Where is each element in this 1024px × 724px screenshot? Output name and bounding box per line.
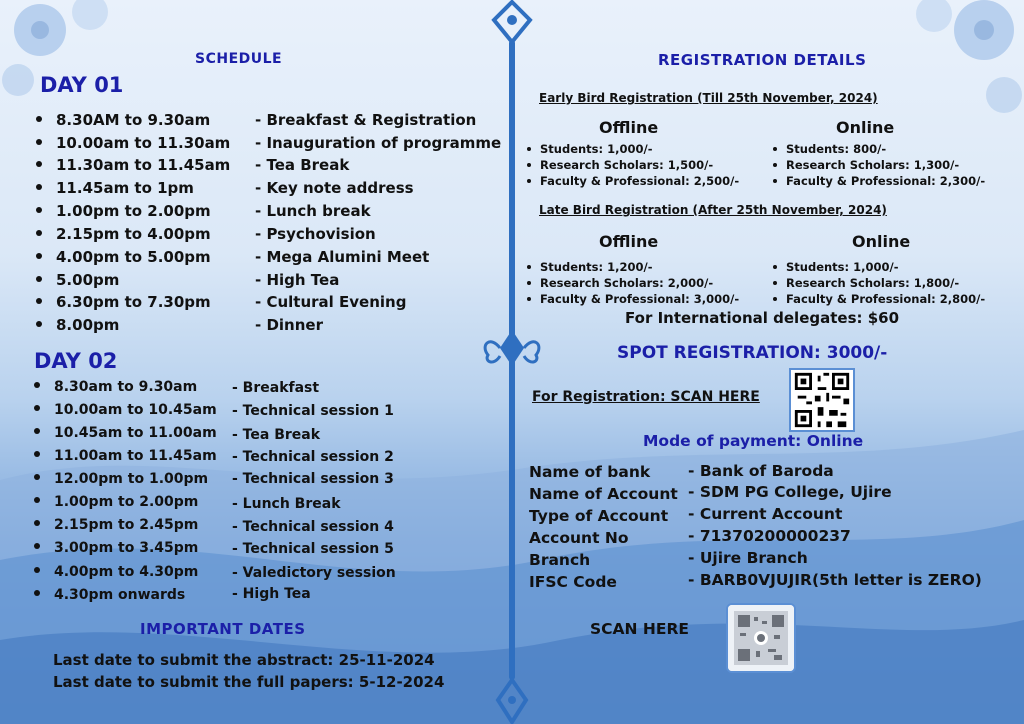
flower-decoration-icon [0, 0, 150, 120]
schedule-time: 4.00pm to 4.30pm [34, 564, 198, 580]
schedule-event: - Dinner [255, 316, 323, 334]
payment-value: - Ujire Branch [688, 549, 808, 567]
schedule-event: - Mega Alumini Meet [255, 248, 430, 266]
schedule-event: - Key note address [255, 179, 414, 197]
fee-item: Research Scholars: 1,800/- [773, 276, 959, 290]
fee-item: Students: 1,000/- [527, 142, 652, 156]
fee-item: Faculty & Professional: 2,300/- [773, 174, 985, 188]
payment-value: - Current Account [688, 505, 843, 523]
schedule-event: - Lunch break [255, 202, 371, 220]
important-date-line: Last date to submit the abstract: 25-11-2024 [53, 651, 435, 669]
payment-label: Branch [529, 551, 591, 569]
late-bird-title: Late Bird Registration (After 25th November, 2024) [539, 203, 887, 217]
schedule-time: 11.45am to 1pm [36, 179, 194, 197]
schedule-event: - Technical session 2 [232, 449, 394, 465]
payment-qr-code-icon[interactable] [726, 603, 796, 673]
schedule-time: 12.00pm to 1.00pm [34, 471, 208, 487]
early-offline-label: Offline [599, 118, 659, 137]
schedule-event: - High Tea [232, 586, 311, 602]
fee-item: Students: 1,000/- [773, 260, 898, 274]
payment-value: - BARB0VJUJIR(5th letter is ZERO) [688, 571, 982, 589]
schedule-time: 1.00pm to 2.00pm [34, 494, 198, 510]
schedule-time: 11.00am to 11.45am [34, 448, 217, 464]
schedule-event: - Lunch Break [232, 496, 341, 512]
schedule-time: 1.00pm to 2.00pm [36, 202, 211, 220]
important-date-line: Last date to submit the full papers: 5-12-2024 [53, 673, 445, 691]
important-dates-heading: IMPORTANT DATES [140, 620, 306, 638]
schedule-time: 5.00pm [36, 271, 119, 289]
schedule-event: - Breakfast & Registration [255, 111, 477, 129]
payment-value: - SDM PG College, Ujire [688, 483, 892, 501]
schedule-time: 8.00pm [36, 316, 119, 334]
schedule-time: 6.30pm to 7.30pm [36, 293, 211, 311]
payment-value: - Bank of Baroda [688, 462, 834, 480]
fee-item: Research Scholars: 1,300/- [773, 158, 959, 172]
schedule-event: - Tea Break [255, 156, 350, 174]
schedule-event: - Valedictory session [232, 565, 396, 581]
schedule-time: 4.30pm onwards [34, 587, 185, 603]
payment-label: Name of bank [529, 463, 651, 481]
fee-item: Faculty & Professional: 3,000/- [527, 292, 739, 306]
schedule-event: - Cultural Evening [255, 293, 407, 311]
payment-label: IFSC Code [529, 573, 617, 591]
payment-mode-heading: Mode of payment: Online [643, 432, 864, 450]
payment-label: Account No [529, 529, 629, 547]
early-online-label: Online [836, 118, 895, 137]
fee-item: Faculty & Professional: 2,500/- [527, 174, 739, 188]
schedule-time: 3.00pm to 3.45pm [34, 540, 198, 556]
schedule-time: 10.45am to 11.00am [34, 425, 217, 441]
schedule-event: - Tea Break [232, 427, 321, 443]
registration-scan-link[interactable]: For Registration: SCAN HERE [532, 389, 760, 405]
schedule-time: 10.00am to 11.30am [36, 134, 230, 152]
day-02-title: DAY 02 [34, 349, 118, 373]
payment-scan-label: SCAN HERE [590, 620, 689, 638]
schedule-heading: SCHEDULE [195, 51, 283, 67]
center-divider-ornament [482, 0, 542, 724]
schedule-time: 4.00pm to 5.00pm [36, 248, 211, 266]
schedule-event: - Psychovision [255, 225, 376, 243]
schedule-time: 8.30am to 9.30am [34, 379, 197, 395]
flower-decoration-icon [874, 0, 1024, 150]
schedule-event: - Technical session 3 [232, 471, 394, 487]
fee-item: Research Scholars: 2,000/- [527, 276, 713, 290]
late-online-label: Online [852, 232, 911, 251]
day-01-title: DAY 01 [40, 73, 124, 97]
payment-label: Type of Account [529, 507, 669, 525]
schedule-time: 2.15pm to 4.00pm [36, 225, 211, 243]
spot-registration: SPOT REGISTRATION: 3000/- [617, 343, 888, 363]
schedule-event: - Technical session 1 [232, 403, 394, 419]
schedule-event: - Inauguration of programme [255, 134, 502, 152]
early-bird-title: Early Bird Registration (Till 25th November, 2024) [539, 91, 878, 105]
payment-value: - 71370200000237 [688, 527, 851, 545]
schedule-time: 11.30am to 11.45am [36, 156, 230, 174]
registration-heading: REGISTRATION DETAILS [658, 51, 867, 69]
fee-item: Research Scholars: 1,500/- [527, 158, 713, 172]
schedule-event: - High Tea [255, 271, 340, 289]
schedule-event: - Technical session 5 [232, 541, 394, 557]
fee-item: Faculty & Professional: 2,800/- [773, 292, 985, 306]
schedule-time: 2.15pm to 2.45pm [34, 517, 198, 533]
fee-item: Students: 800/- [773, 142, 886, 156]
schedule-event: - Breakfast [232, 380, 320, 396]
schedule-time: 10.00am to 10.45am [34, 402, 217, 418]
international-fee: For International delegates: $60 [625, 309, 900, 327]
fee-item: Students: 1,200/- [527, 260, 652, 274]
registration-qr-code-icon[interactable] [789, 368, 855, 432]
late-offline-label: Offline [599, 232, 659, 251]
schedule-event: - Technical session 4 [232, 519, 394, 535]
schedule-time: 8.30AM to 9.30am [36, 111, 210, 129]
payment-label: Name of Account [529, 485, 678, 503]
